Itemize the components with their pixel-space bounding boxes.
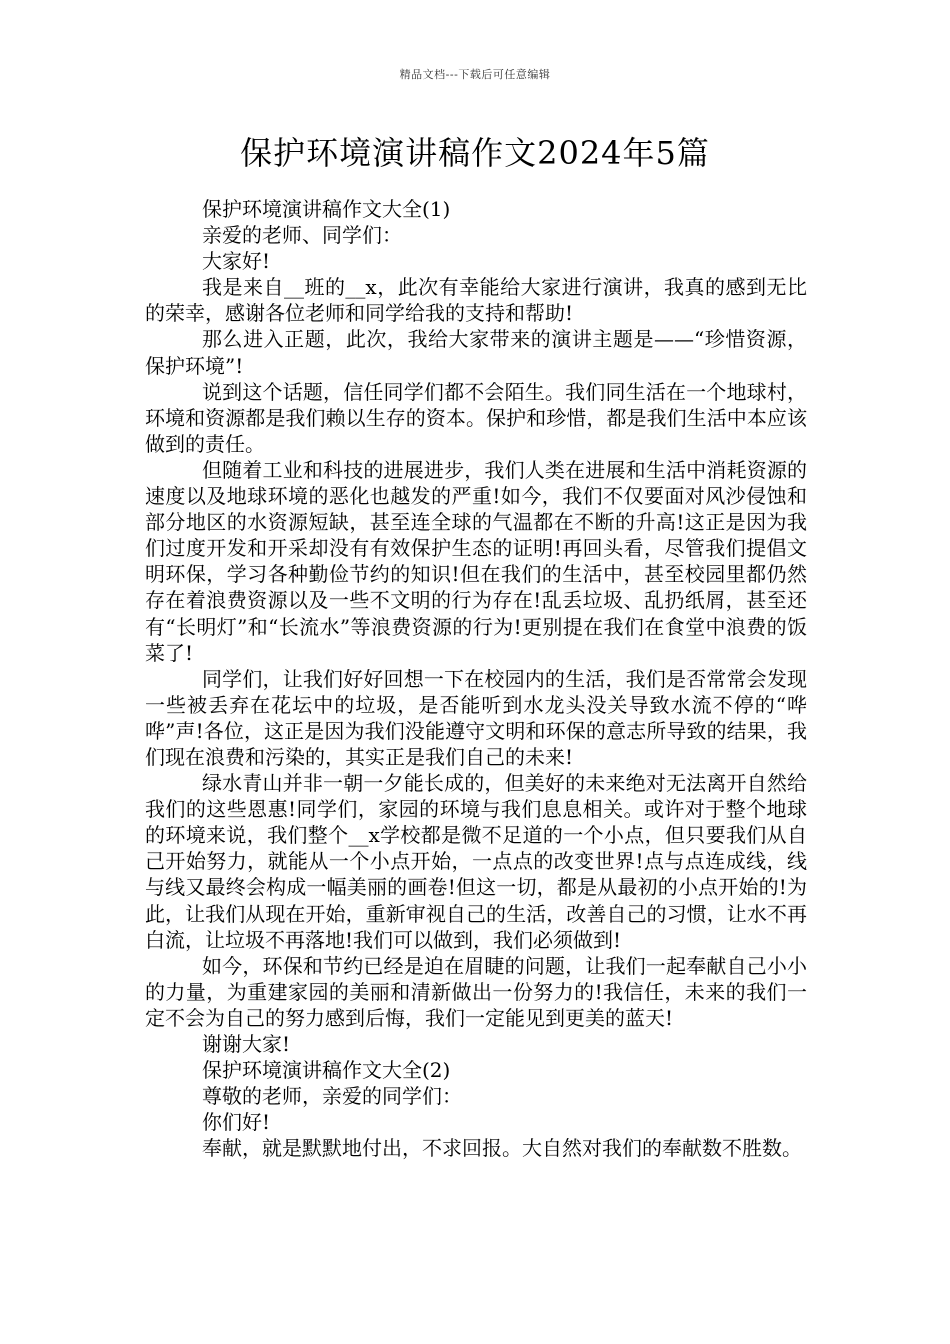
paragraph: 如今，环保和节约已经是迫在眉睫的问题，让我们一起奉献自己小小的力量，为重建家园的美丽和清新做出一份努力的!我信任，未来的我们一定不会为自己的努力感到后悔，我们一定能见到更美的蓝天! <box>145 953 807 1030</box>
document-body <box>145 196 807 1161</box>
paragraph: 我是来自__班的__x，此次有幸能给大家进行演讲，我真的感到无比的荣幸，感谢各位老师和同学给我的支持和帮助! <box>145 275 807 326</box>
document-title: 保护环境演讲稿作文2024年5篇 <box>240 134 710 172</box>
paragraph: 但随着工业和科技的进展进步，我们人类在进展和生活中消耗资源的速度以及地球环境的恶化也越发的严重!如今，我们不仅要面对风沙侵蚀和部分地区的水资源短缺，甚至连全球的气温都在不断的升高!这正是因为我们过度开发和开采却没有有效保护生态的证明!再回头看，尽管我们提倡文明环保，学习各种勤俭节约的知识!但在我们的生活中，甚至校园里都仍然存在着浪费资源以及一些不文明的行为存在!乱丢垃圾、乱扔纸屑，甚至还有“长明灯”和“长流水”等浪费资源的行为!更别提在我们在食堂中浪费的饭菜了! <box>145 457 807 665</box>
salutation: 尊敬的老师，亲爱的同学们： <box>202 1084 462 1109</box>
paragraph: 绿水青山并非一朝一夕能长成的，但美好的未来绝对无法离开自然给我们的这些恩惠!同学们，家园的环境与我们息息相关。或许对于整个地球的环境来说，我们整个__x学校都是微不足道的一个小点，但只要我们从自己开始努力，就能从一个小点开始，一点点的改变世界!点与点连成线，线与线又最终会构成一幅美丽的画卷!但这一切，都是从最初的小点开始的!为此，让我们从现在开始，重新审视自己的生活，改善自己的习惯，让水不再白流，让垃圾不再落地!我们可以做到，我们必须做到! <box>145 771 807 952</box>
greeting: 大家好! <box>202 249 271 274</box>
section-heading-2: 保护环境演讲稿作文大全(2) <box>202 1058 451 1083</box>
closing: 谢谢大家! <box>202 1032 291 1056</box>
paragraph: 奉献，就是默默地付出，不求回报。大自然对我们的奉献数不胜数。 <box>202 1136 802 1161</box>
salutation: 亲爱的老师、同学们： <box>202 223 402 248</box>
paragraph: 同学们，让我们好好回想一下在校园内的生活，我们是否常常会发现一些被丢弃在花坛中的垃圾，是否能听到水龙头没关导致水流不停的“哗哗”声!各位，这正是因为我们没能遵守文明和环保的意志所导致的结果，我们现在浪费和污染的，其实正是我们自己的未来! <box>145 666 807 769</box>
page-header: 精品文档---下载后可任意编辑 <box>399 68 551 81</box>
paragraph: 说到这个话题，信任同学们都不会陌生。我们同生活在一个地球村，环境和资源都是我们赖以生存的资本。保护和珍惜，都是我们生活中本应该做到的责任。 <box>145 379 807 456</box>
paragraph: 那么进入正题，此次，我给大家带来的演讲主题是——“珍惜资源，保护环境”! <box>145 327 807 378</box>
section-heading-1: 保护环境演讲稿作文大全(1) <box>202 197 451 221</box>
greeting: 你们好! <box>202 1110 271 1135</box>
